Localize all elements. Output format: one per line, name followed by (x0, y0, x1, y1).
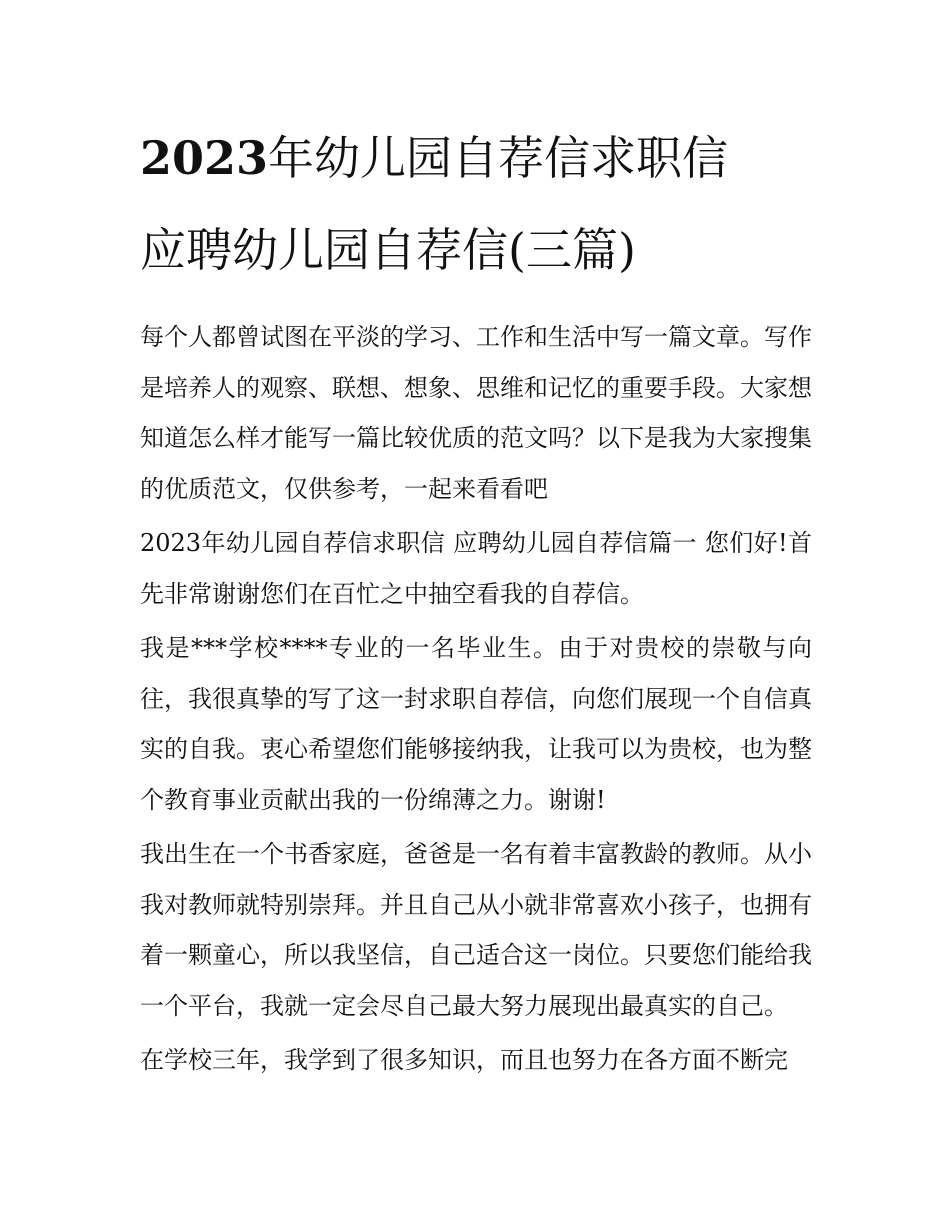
title-line-1 (140, 112, 812, 204)
title-line-1-text: 年幼儿园自荐信求职信 (268, 131, 729, 185)
title-line-2: 应聘幼儿园自荐信(三篇) (140, 223, 636, 277)
paragraph-greeting: 2023年幼儿园自荐信求职信 应聘幼儿园自荐信篇一 您们好!首先非常谢谢您们在百忙之中抽空看我的自荐信。 (140, 529, 812, 608)
paragraph-self-intro: 我是***学校****专业的一名毕业生。由于对贵校的崇敬与向往，我很真挚的写了这一封求职自荐信，向您们展现一个自信真实的自我。衷心希望您们能够接纳我，让我可以为贵校，也为整个教育事业贡献出我的一份绵薄之力。谢谢! (140, 634, 812, 814)
title-year: 2023 (140, 131, 269, 185)
paragraph-background: 我出生在一个书香家庭，爸爸是一名有着丰富教龄的教师。从小我对教师就特别崇拜。并且自己从小就非常喜欢小孩子，也拥有着一颗童心，所以我坚信，自己适合这一岗位。只要您们能给我一个平台，我就一定会尽自己最大努力展现出最真实的自己。 (140, 840, 812, 1020)
paragraph-school: 在学校三年，我学到了很多知识，而且也努力在各方面不断完 (140, 1046, 788, 1074)
paragraph-intro: 每个人都曾试图在平淡的学习、工作和生活中写一篇文章。写作是培养人的观察、联想、想象、思维和记忆的重要手段。大家想知道怎么样才能写一篇比较优质的范文吗？以下是我为大家搜集的优质范文，仅供参考，一起来看看吧 (140, 323, 812, 503)
document-title (140, 112, 812, 296)
document-page (140, 112, 812, 1090)
document-body (140, 312, 812, 1086)
